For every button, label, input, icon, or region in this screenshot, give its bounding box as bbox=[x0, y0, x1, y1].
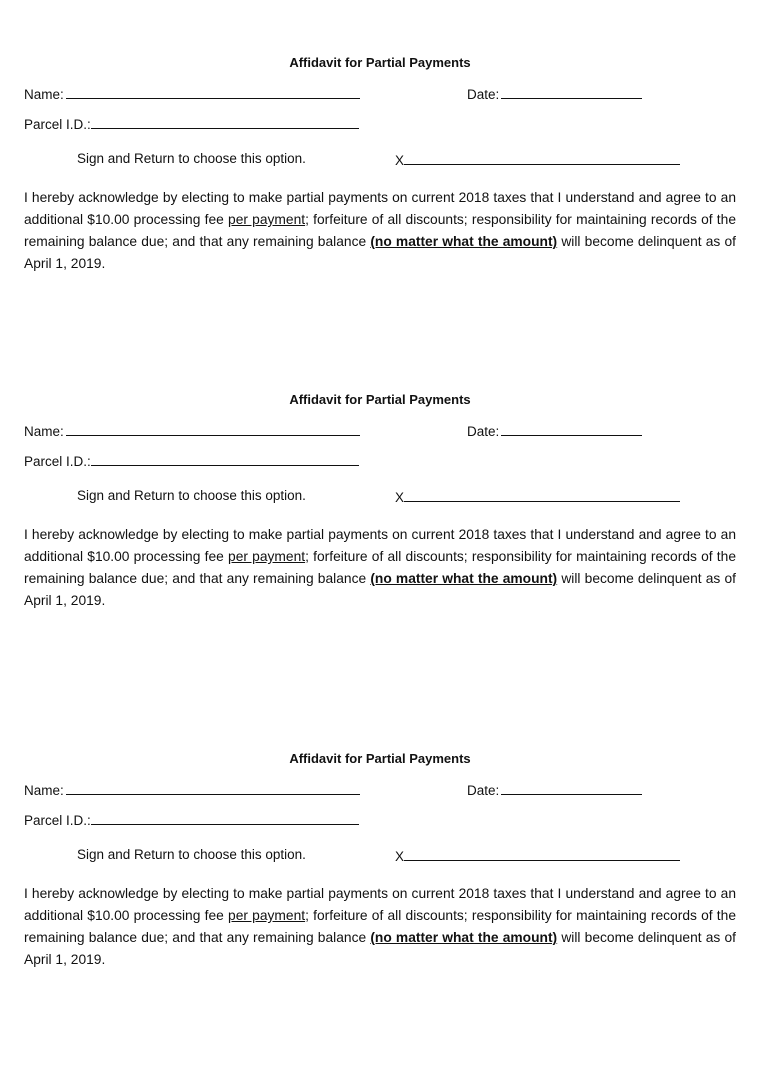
name-label: Name: bbox=[24, 424, 64, 439]
affidavit-form-3 bbox=[0, 751, 770, 1091]
signature-mark: X bbox=[395, 490, 405, 505]
name-field[interactable] bbox=[66, 780, 360, 795]
name-field[interactable] bbox=[66, 84, 360, 99]
parcel-field[interactable] bbox=[91, 114, 359, 129]
signature-mark: X bbox=[395, 153, 405, 168]
sign-instruction: Sign and Return to choose this option. bbox=[77, 151, 306, 166]
signature-field[interactable] bbox=[404, 150, 680, 165]
date-field[interactable] bbox=[501, 780, 642, 795]
parcel-label: Parcel I.D.: bbox=[24, 813, 91, 828]
name-row bbox=[24, 421, 360, 441]
date-row bbox=[467, 84, 642, 104]
acknowledgement-paragraph bbox=[24, 883, 736, 971]
name-label: Name: bbox=[24, 87, 64, 102]
para-text: will become delinquent as of April 1, 2019. bbox=[24, 234, 736, 271]
para-text: I hereby acknowledge by electing to make partial payments on current 2018 taxes that I understand and agree to an additional $10.00 processing fee bbox=[24, 190, 736, 227]
acknowledgement-paragraph bbox=[24, 187, 736, 275]
para-emphasis: (no matter what the amount) bbox=[370, 930, 558, 945]
parcel-row bbox=[24, 114, 359, 134]
sign-instruction: Sign and Return to choose this option. bbox=[77, 488, 306, 503]
date-row bbox=[467, 421, 642, 441]
para-text: will become delinquent as of April 1, 2019. bbox=[24, 571, 736, 608]
para-emphasis: (no matter what the amount) bbox=[370, 234, 558, 249]
para-text: will become delinquent as of April 1, 2019. bbox=[24, 930, 736, 967]
acknowledgement-paragraph bbox=[24, 524, 736, 612]
parcel-field[interactable] bbox=[91, 810, 359, 825]
date-label: Date: bbox=[467, 783, 500, 798]
date-label: Date: bbox=[467, 87, 500, 102]
para-underline: per payment bbox=[228, 212, 306, 227]
date-field[interactable] bbox=[501, 84, 642, 99]
parcel-label: Parcel I.D.: bbox=[24, 117, 91, 132]
date-field[interactable] bbox=[501, 421, 642, 436]
signature-field[interactable] bbox=[404, 487, 680, 502]
form-title: Affidavit for Partial Payments bbox=[289, 751, 471, 766]
signature-row bbox=[395, 846, 680, 866]
name-row bbox=[24, 84, 360, 104]
para-underline: per payment bbox=[228, 908, 306, 923]
para-underline: per payment bbox=[228, 549, 306, 564]
signature-field[interactable] bbox=[404, 846, 680, 861]
date-row bbox=[467, 780, 642, 800]
parcel-row bbox=[24, 451, 359, 471]
form-title: Affidavit for Partial Payments bbox=[289, 55, 471, 70]
sign-instruction: Sign and Return to choose this option. bbox=[77, 847, 306, 862]
para-text: ; forfeiture of all discounts; responsibility for maintaining records of the remaining balance due; and that any remaining balance bbox=[24, 212, 736, 249]
signature-row bbox=[395, 150, 680, 170]
para-text: I hereby acknowledge by electing to make partial payments on current 2018 taxes that I understand and agree to an additional $10.00 processing fee bbox=[24, 886, 736, 923]
signature-row bbox=[395, 487, 680, 507]
affidavit-form-1 bbox=[0, 55, 770, 395]
form-title: Affidavit for Partial Payments bbox=[289, 392, 471, 407]
date-label: Date: bbox=[467, 424, 500, 439]
parcel-row bbox=[24, 810, 359, 830]
parcel-field[interactable] bbox=[91, 451, 359, 466]
para-emphasis: (no matter what the amount) bbox=[370, 571, 558, 586]
para-text: ; forfeiture of all discounts; responsibility for maintaining records of the remaining balance due; and that any remaining balance bbox=[24, 549, 736, 586]
name-field[interactable] bbox=[66, 421, 360, 436]
name-label: Name: bbox=[24, 783, 64, 798]
para-text: ; forfeiture of all discounts; responsibility for maintaining records of the remaining balance due; and that any remaining balance bbox=[24, 908, 736, 945]
name-row bbox=[24, 780, 360, 800]
signature-mark: X bbox=[395, 849, 405, 864]
affidavit-form-2 bbox=[0, 392, 770, 732]
para-text: I hereby acknowledge by electing to make partial payments on current 2018 taxes that I understand and agree to an additional $10.00 processing fee bbox=[24, 527, 736, 564]
parcel-label: Parcel I.D.: bbox=[24, 454, 91, 469]
